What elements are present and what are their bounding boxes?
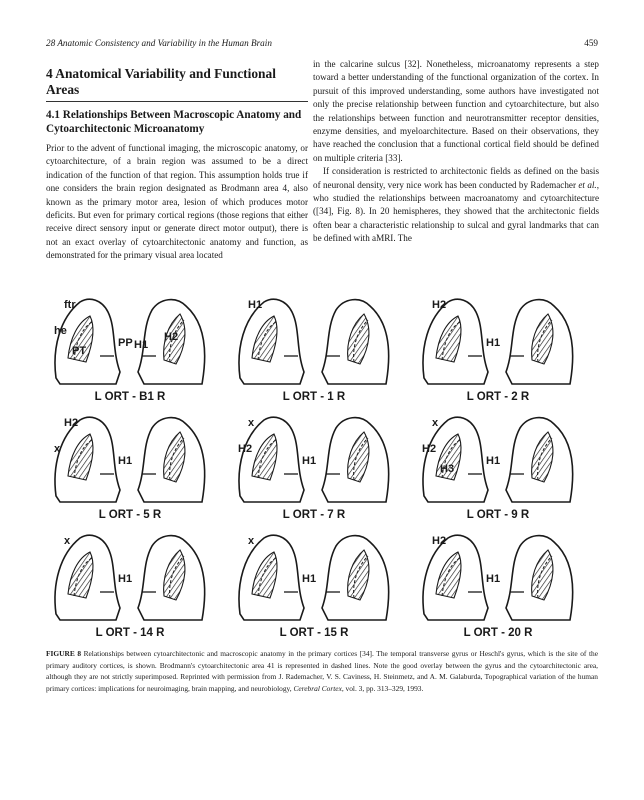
figure-panel: [239, 299, 389, 403]
anatomical-label: x: [432, 417, 439, 429]
left-heschl-gyrus: [68, 434, 93, 480]
anatomical-label: ftr: [64, 299, 76, 311]
right-heschl-gyrus: [348, 314, 369, 364]
left-heschl-gyrus: [252, 316, 277, 362]
body-paragraph-right-2: [313, 165, 599, 245]
running-head-title: 28 Anatomic Consistency and Variability in the Human Brain: [46, 38, 272, 48]
anatomical-label: H2: [64, 417, 79, 429]
anatomical-label: H2: [432, 299, 447, 311]
anatomical-label: H1: [118, 573, 133, 585]
left-heschl-gyrus: [436, 552, 461, 598]
anatomical-label: H2: [238, 443, 253, 455]
anatomical-label: H2: [164, 331, 179, 343]
caption-text-end: , vol. 3, pp. 313–329, 1993.: [341, 683, 424, 693]
panel-label: L ORT - 14 R: [95, 627, 165, 639]
right-heschl-gyrus: [532, 550, 553, 600]
figure-8: [46, 288, 598, 644]
left-heschl-gyrus: [252, 434, 277, 480]
left-column: [46, 60, 308, 263]
page-number: 459: [584, 38, 598, 48]
panel-label: L ORT - 7 R: [282, 509, 346, 521]
right-heschl-gyrus: [164, 432, 185, 482]
panel-label: L ORT - 5 R: [98, 509, 162, 521]
right-column: [313, 58, 599, 246]
panel-label: L ORT - 15 R: [279, 627, 349, 639]
figure-panel: [239, 535, 389, 639]
panel-label: L ORT - 9 R: [466, 509, 530, 521]
figure-drawing: [46, 288, 598, 644]
figure-panel: [423, 299, 573, 403]
panel-label: L ORT - 1 R: [282, 391, 346, 403]
anatomical-label: H1: [248, 299, 263, 311]
figure-panel: [55, 535, 205, 639]
anatomical-label: he: [54, 325, 67, 337]
figure-panel: [422, 417, 573, 521]
citation-etal: et al.: [578, 179, 597, 190]
anatomical-label: PT: [72, 345, 87, 357]
anatomical-label: H1: [302, 455, 317, 467]
figure-panel: [54, 417, 205, 521]
section-heading: 4 Anatomical Variability and Functional Areas: [46, 66, 308, 102]
left-heschl-gyrus: [436, 316, 461, 362]
anatomical-label: H1: [486, 455, 501, 467]
anatomical-label: x: [54, 443, 61, 455]
anatomical-label: H2: [432, 535, 447, 547]
right-heschl-gyrus: [348, 432, 369, 482]
anatomical-label: H1: [118, 455, 133, 467]
anatomical-label: H1: [134, 339, 149, 351]
running-head: [46, 38, 598, 52]
caption-number: FIGURE 8: [46, 649, 82, 658]
anatomical-label: H2: [422, 443, 437, 455]
anatomical-label: H3: [440, 463, 455, 475]
paragraph-text: If consideration is restricted to architectonic fields as defined on the basis of neuronal density, very nice work has been conducted by Rademacher: [313, 166, 599, 190]
left-heschl-gyrus: [252, 552, 277, 598]
caption-journal: Cerebral Cortex: [293, 683, 342, 693]
body-paragraph-right-1: in the calcarine sulcus [32]. Nonetheless, microanatomy represents a step toward a better understanding of the functional organization of the cortex. In pursuit of this improved understanding, some authors have investigated not only the precise relationship between function and cytoarchitecture, but also the relationships between function and neurotransmitter receptor densities, enzyme densities, and myeloarchitecture. Based on their observations, they have reached the conclusion that a functional cortical field should be defined on multiple criteria [33].: [313, 59, 599, 163]
panel-label: L ORT - 20 R: [463, 627, 533, 639]
right-heschl-gyrus: [532, 432, 553, 482]
anatomical-label: PP: [118, 337, 133, 349]
body-paragraph-left: Prior to the advent of functional imaging, the microscopic anatomy, or cytoarchitecture, of a brain region was assumed to be a direct indication of the function of that region. This assumption holds true if one considers the brain region designated as Brodmann area 4, also known as the primary motor area, lesion of which produces motor deficits. But even for primary cortical regions (those regions that either receive direct sensory input or generate direct motor output), there is not an exact overlay of cytoarchitectonic anatomy and function, as demonstrated for the primary visual area located: [46, 143, 308, 261]
anatomical-label: H1: [302, 573, 317, 585]
figure-caption: [46, 648, 598, 694]
right-heschl-gyrus: [164, 550, 185, 600]
paragraph-text: , who studied the relationships between macroanatomy and cytoarchitecture ([34], Fig. 8). In 20 hemispheres, they showed that the architectonic fields often bear a characteristic relationship to sulcal and gyral landmarks that can be defined with aMRI. The: [313, 179, 599, 244]
anatomical-label: H1: [486, 573, 501, 585]
figure-panel: [423, 535, 573, 639]
panel-label: L ORT - 2 R: [466, 391, 530, 403]
anatomical-label: x: [248, 535, 255, 547]
subsection-heading: 4.1 Relationships Between Macroscopic Anatomy and Cytoarchitectonic Microanatomy: [46, 109, 302, 135]
left-heschl-gyrus: [68, 552, 93, 598]
right-heschl-gyrus: [532, 314, 553, 364]
anatomical-label: x: [248, 417, 255, 429]
panel-label: L ORT - B1 R: [94, 391, 166, 403]
caption-text: Relationships between cytoarchitectonic and macroscopic anatomy in the primary cortices [34]. The temporal transverse gyrus or Heschl's gyrus, which is the site of the primary auditory cortices, is shown. Brodmann's cytoarchitectonic area 41 is represented in dashed lines. Note the good overlay between the gyrus and the cytoarchitectonic area, although they are not strictly superimposed. Reprinted with permission from J. Rademacher, V. S. Caviness, H. Steinmetz, and A. M. Galaburda, Topographical variation of the human primary cortices: implications for neuroimaging, brain mapping, and neurobiology,: [46, 649, 598, 693]
anatomical-label: x: [64, 535, 71, 547]
right-heschl-gyrus: [348, 550, 369, 600]
anatomical-label: H1: [486, 337, 501, 349]
figure-panel: [54, 299, 205, 403]
figure-panel: [238, 417, 389, 521]
